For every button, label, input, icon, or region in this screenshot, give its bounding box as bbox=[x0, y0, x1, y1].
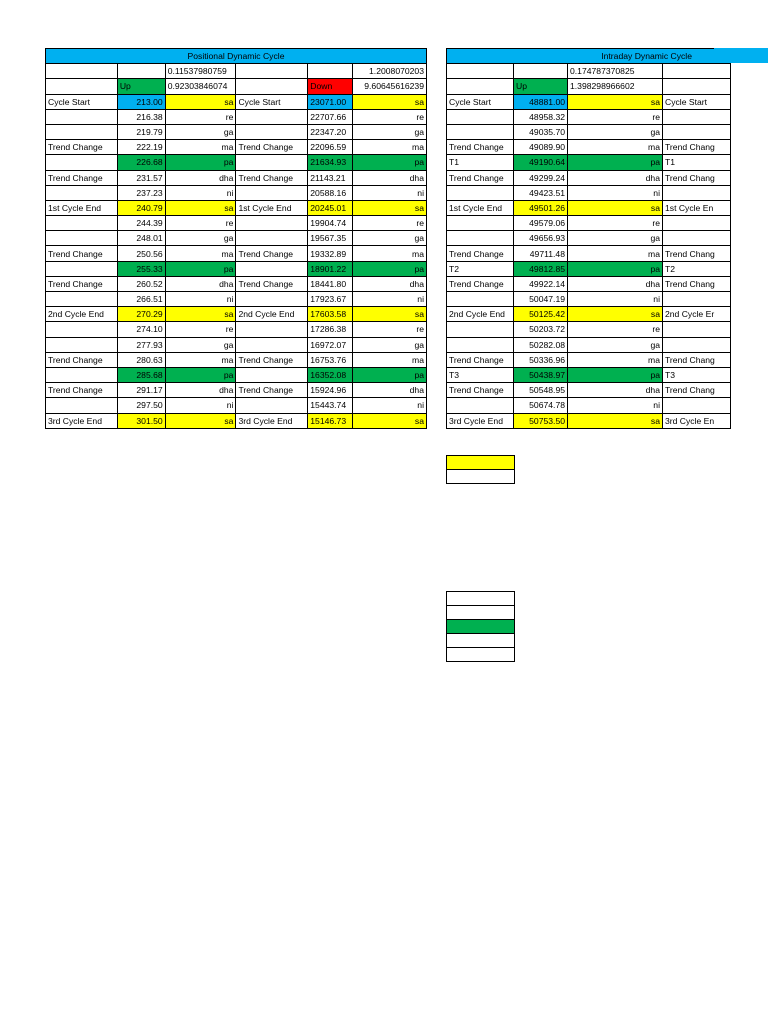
table-row bbox=[46, 94, 427, 109]
row-label-right[interactable]: Trend Change bbox=[236, 276, 308, 291]
table-row bbox=[46, 124, 427, 139]
row-label-right[interactable] bbox=[236, 398, 308, 413]
row-label-next[interactable]: Cycle Start bbox=[663, 94, 731, 109]
value-up[interactable]: 270.29 bbox=[117, 307, 165, 322]
value-down[interactable]: 17286.38 bbox=[308, 322, 353, 337]
row-label-left[interactable]: Cycle Start bbox=[46, 94, 118, 109]
note-down[interactable]: ma bbox=[353, 140, 427, 155]
value-up[interactable]: 277.93 bbox=[117, 337, 165, 352]
value-down[interactable]: 16352.08 bbox=[308, 367, 353, 382]
value-down[interactable]: 17923.67 bbox=[308, 292, 353, 307]
value[interactable]: 49656.93 bbox=[514, 231, 568, 246]
table-row bbox=[447, 185, 731, 200]
note[interactable]: dha bbox=[568, 276, 663, 291]
row-label-right[interactable] bbox=[236, 185, 308, 200]
intraday-table-viewport bbox=[446, 48, 715, 426]
note-up[interactable]: dha bbox=[165, 170, 236, 185]
note-up[interactable]: sa bbox=[165, 94, 236, 109]
row-label-next[interactable] bbox=[663, 292, 731, 307]
row-label-next[interactable] bbox=[663, 185, 731, 200]
value-down[interactable]: 23071.00 bbox=[308, 94, 353, 109]
value-down[interactable]: 17603.58 bbox=[308, 307, 353, 322]
row-label-next[interactable]: 3rd Cycle En bbox=[663, 413, 731, 428]
intraday-ratio-2[interactable]: 1.398298966602 bbox=[568, 79, 663, 94]
note[interactable]: ga bbox=[568, 124, 663, 139]
row-label[interactable] bbox=[447, 292, 514, 307]
yellow-cell[interactable] bbox=[447, 456, 515, 470]
row-label-next[interactable]: T3 bbox=[663, 367, 731, 382]
value-up[interactable]: 297.50 bbox=[117, 398, 165, 413]
value-up[interactable]: 248.01 bbox=[117, 231, 165, 246]
row-label-next[interactable]: Trend Chang bbox=[663, 276, 731, 291]
row-label-next[interactable]: Trend Chang bbox=[663, 352, 731, 367]
row-label[interactable]: Trend Change bbox=[447, 246, 514, 261]
positional-ratio-right-2[interactable]: 9.60645616239 bbox=[353, 79, 427, 94]
table-row bbox=[447, 398, 731, 413]
value-down[interactable]: 19567.35 bbox=[308, 231, 353, 246]
note[interactable]: ma bbox=[568, 246, 663, 261]
note[interactable]: ma bbox=[568, 352, 663, 367]
table-row bbox=[46, 337, 427, 352]
note-up[interactable]: ni bbox=[165, 292, 236, 307]
row-label-next[interactable] bbox=[663, 231, 731, 246]
note-up[interactable]: sa bbox=[165, 307, 236, 322]
note-down[interactable]: ni bbox=[353, 292, 427, 307]
note-up[interactable]: re bbox=[165, 109, 236, 124]
row-label-right[interactable]: Trend Change bbox=[236, 352, 308, 367]
note-down[interactable]: dha bbox=[353, 383, 427, 398]
row-label-left[interactable] bbox=[46, 109, 118, 124]
positional-up-label[interactable]: Up bbox=[117, 79, 165, 94]
empty-cell[interactable] bbox=[447, 606, 515, 620]
value-down[interactable]: 19904.74 bbox=[308, 216, 353, 231]
note-up[interactable]: re bbox=[165, 322, 236, 337]
table-row bbox=[447, 170, 731, 185]
note-down[interactable]: ma bbox=[353, 352, 427, 367]
value-up[interactable]: 213.00 bbox=[117, 94, 165, 109]
note-up[interactable]: ma bbox=[165, 352, 236, 367]
empty-cell[interactable] bbox=[447, 470, 515, 484]
row-label[interactable]: T1 bbox=[447, 155, 514, 170]
row-label-next[interactable]: Trend Chang bbox=[663, 383, 731, 398]
row-label-next[interactable]: Trend Chang bbox=[663, 170, 731, 185]
row-label[interactable] bbox=[447, 231, 514, 246]
note[interactable]: ga bbox=[568, 337, 663, 352]
row-label-next[interactable]: T1 bbox=[663, 155, 731, 170]
row-label[interactable]: Cycle Start bbox=[447, 94, 514, 109]
row-label-next[interactable] bbox=[663, 124, 731, 139]
row-label[interactable]: 2nd Cycle End bbox=[447, 307, 514, 322]
value[interactable]: 50674.78 bbox=[514, 398, 568, 413]
table-row bbox=[447, 383, 731, 398]
row-label-left[interactable]: Trend Change bbox=[46, 246, 118, 261]
value-up[interactable]: 266.51 bbox=[117, 292, 165, 307]
row-label-left[interactable] bbox=[46, 367, 118, 382]
row-label[interactable]: Trend Change bbox=[447, 383, 514, 398]
note-up[interactable]: ma bbox=[165, 246, 236, 261]
note[interactable]: re bbox=[568, 322, 663, 337]
table-row bbox=[447, 109, 731, 124]
row-label-right[interactable]: Trend Change bbox=[236, 246, 308, 261]
row-label-next[interactable]: Trend Chang bbox=[663, 246, 731, 261]
row-label-right[interactable] bbox=[236, 231, 308, 246]
value-up[interactable]: 301.50 bbox=[117, 413, 165, 428]
row-label-right[interactable]: 3rd Cycle End bbox=[236, 413, 308, 428]
value-up[interactable]: 226.68 bbox=[117, 155, 165, 170]
value-up[interactable]: 280.63 bbox=[117, 352, 165, 367]
note[interactable]: sa bbox=[568, 307, 663, 322]
row-label-next[interactable]: Trend Chang bbox=[663, 140, 731, 155]
value[interactable]: 49711.48 bbox=[514, 246, 568, 261]
note-down[interactable]: re bbox=[353, 216, 427, 231]
row-label-right[interactable] bbox=[236, 124, 308, 139]
note[interactable]: dha bbox=[568, 383, 663, 398]
note-down[interactable]: re bbox=[353, 109, 427, 124]
table-row bbox=[447, 94, 731, 109]
value-down[interactable]: 21634.93 bbox=[308, 155, 353, 170]
row-label[interactable] bbox=[447, 185, 514, 200]
row-label[interactable]: 1st Cycle End bbox=[447, 200, 514, 215]
note[interactable]: ma bbox=[568, 140, 663, 155]
row-label-left[interactable]: Trend Change bbox=[46, 276, 118, 291]
value-up[interactable]: 231.57 bbox=[117, 170, 165, 185]
green-cell-group bbox=[446, 591, 515, 662]
value-up[interactable]: 260.52 bbox=[117, 276, 165, 291]
note-up[interactable]: pa bbox=[165, 367, 236, 382]
row-label[interactable] bbox=[447, 124, 514, 139]
row-label-left[interactable]: 2nd Cycle End bbox=[46, 307, 118, 322]
value-up[interactable]: 250.56 bbox=[117, 246, 165, 261]
value-down[interactable]: 15443.74 bbox=[308, 398, 353, 413]
note-down[interactable]: pa bbox=[353, 155, 427, 170]
row-label-left[interactable] bbox=[46, 261, 118, 276]
row-label-left[interactable]: Trend Change bbox=[46, 383, 118, 398]
note[interactable]: sa bbox=[568, 94, 663, 109]
table-row bbox=[46, 155, 427, 170]
note-down[interactable]: ga bbox=[353, 231, 427, 246]
value[interactable]: 50438.97 bbox=[514, 367, 568, 382]
row-label-left[interactable]: Trend Change bbox=[46, 170, 118, 185]
note[interactable]: ga bbox=[568, 231, 663, 246]
table-row bbox=[447, 367, 731, 382]
positional-cycle-table bbox=[45, 48, 427, 429]
row-label-left[interactable] bbox=[46, 231, 118, 246]
note-up[interactable]: re bbox=[165, 216, 236, 231]
note-up[interactable]: sa bbox=[165, 200, 236, 215]
positional-ratio-left-1[interactable]: 0.11537980759 bbox=[165, 64, 236, 79]
empty-cell[interactable] bbox=[447, 592, 515, 606]
value-down[interactable]: 15146.73 bbox=[308, 413, 353, 428]
row-label-next[interactable] bbox=[663, 216, 731, 231]
table-row bbox=[46, 352, 427, 367]
note-down[interactable]: ga bbox=[353, 337, 427, 352]
value-down[interactable]: 22096.59 bbox=[308, 140, 353, 155]
note-down[interactable]: sa bbox=[353, 200, 427, 215]
table-row bbox=[46, 200, 427, 215]
value[interactable]: 49579.06 bbox=[514, 216, 568, 231]
note-up[interactable]: ni bbox=[165, 185, 236, 200]
row-label[interactable] bbox=[447, 109, 514, 124]
value-up[interactable]: 240.79 bbox=[117, 200, 165, 215]
intraday-ratio-1[interactable]: 0.174787370825 bbox=[568, 64, 663, 79]
value-down[interactable]: 16972.07 bbox=[308, 337, 353, 352]
table-row bbox=[46, 216, 427, 231]
table-row bbox=[447, 276, 731, 291]
row-label-right[interactable] bbox=[236, 109, 308, 124]
note-up[interactable]: dha bbox=[165, 276, 236, 291]
row-label[interactable]: 3rd Cycle End bbox=[447, 413, 514, 428]
positional-down-label[interactable]: Down bbox=[308, 79, 353, 94]
table-row bbox=[447, 155, 731, 170]
value-down[interactable]: 20588.16 bbox=[308, 185, 353, 200]
table-row bbox=[46, 185, 427, 200]
row-label-next[interactable] bbox=[663, 109, 731, 124]
table-row bbox=[447, 322, 731, 337]
row-label-right[interactable] bbox=[236, 367, 308, 382]
note-up[interactable]: pa bbox=[165, 155, 236, 170]
row-label-next[interactable]: 1st Cycle En bbox=[663, 200, 731, 215]
value-up[interactable]: 219.79 bbox=[117, 124, 165, 139]
note-down[interactable]: dha bbox=[353, 276, 427, 291]
table-row bbox=[447, 216, 731, 231]
empty-cell[interactable] bbox=[447, 634, 515, 648]
table-row bbox=[46, 276, 427, 291]
table-row bbox=[46, 383, 427, 398]
note-down[interactable]: ga bbox=[353, 124, 427, 139]
row-label-left[interactable] bbox=[46, 155, 118, 170]
value[interactable]: 50548.95 bbox=[514, 383, 568, 398]
value[interactable]: 49812.85 bbox=[514, 261, 568, 276]
green-cell[interactable] bbox=[447, 620, 515, 634]
row-label-left[interactable] bbox=[46, 216, 118, 231]
note[interactable]: ni bbox=[568, 185, 663, 200]
note[interactable]: pa bbox=[568, 261, 663, 276]
row-label-left[interactable] bbox=[46, 337, 118, 352]
row-label-right[interactable]: Cycle Start bbox=[236, 94, 308, 109]
row-label[interactable]: Trend Change bbox=[447, 170, 514, 185]
row-label-next[interactable]: 2nd Cycle Er bbox=[663, 307, 731, 322]
value-up[interactable]: 216.38 bbox=[117, 109, 165, 124]
table-row bbox=[447, 231, 731, 246]
value[interactable]: 50753.50 bbox=[514, 413, 568, 428]
positional-ratio-left-2[interactable]: 0.92303846074 bbox=[165, 79, 236, 94]
table-row bbox=[447, 140, 731, 155]
row-label-left[interactable]: 3rd Cycle End bbox=[46, 413, 118, 428]
value[interactable]: 49299.24 bbox=[514, 170, 568, 185]
row-label-next[interactable] bbox=[663, 337, 731, 352]
note-down[interactable]: pa bbox=[353, 261, 427, 276]
value-up[interactable]: 291.17 bbox=[117, 383, 165, 398]
value-down[interactable]: 22707.66 bbox=[308, 109, 353, 124]
value[interactable]: 49190.64 bbox=[514, 155, 568, 170]
table-row bbox=[46, 246, 427, 261]
note-up[interactable]: ga bbox=[165, 124, 236, 139]
table-row bbox=[46, 307, 427, 322]
note-up[interactable]: ni bbox=[165, 398, 236, 413]
table-row bbox=[46, 231, 427, 246]
header-fill-overflow bbox=[714, 48, 768, 63]
value-up[interactable]: 255.33 bbox=[117, 261, 165, 276]
value-down[interactable]: 19332.89 bbox=[308, 246, 353, 261]
note[interactable]: pa bbox=[568, 367, 663, 382]
row-label-next[interactable] bbox=[663, 398, 731, 413]
row-label[interactable]: T3 bbox=[447, 367, 514, 382]
note[interactable]: pa bbox=[568, 155, 663, 170]
note-down[interactable]: sa bbox=[353, 94, 427, 109]
note-down[interactable]: ma bbox=[353, 246, 427, 261]
table-row bbox=[447, 124, 731, 139]
note-down[interactable]: ni bbox=[353, 398, 427, 413]
row-label-left[interactable] bbox=[46, 185, 118, 200]
value-up[interactable]: 222.19 bbox=[117, 140, 165, 155]
row-label[interactable]: Trend Change bbox=[447, 276, 514, 291]
note-down[interactable]: pa bbox=[353, 367, 427, 382]
table-row bbox=[46, 261, 427, 276]
value[interactable]: 48958.32 bbox=[514, 109, 568, 124]
value-down[interactable]: 18441.80 bbox=[308, 276, 353, 291]
row-label-right[interactable] bbox=[236, 322, 308, 337]
value-up[interactable]: 285.68 bbox=[117, 367, 165, 382]
note[interactable]: ni bbox=[568, 292, 663, 307]
empty-cell[interactable] bbox=[447, 648, 515, 662]
value-up[interactable]: 237.23 bbox=[117, 185, 165, 200]
yellow-cell-group bbox=[446, 455, 515, 484]
table-row bbox=[447, 292, 731, 307]
value-down[interactable]: 20245.01 bbox=[308, 200, 353, 215]
row-label[interactable]: Trend Change bbox=[447, 140, 514, 155]
table-row bbox=[447, 352, 731, 367]
value-down[interactable]: 18901.22 bbox=[308, 261, 353, 276]
table-row bbox=[447, 337, 731, 352]
intraday-up-label[interactable]: Up bbox=[514, 79, 568, 94]
table-row bbox=[46, 413, 427, 428]
row-label-right[interactable] bbox=[236, 261, 308, 276]
note[interactable]: sa bbox=[568, 200, 663, 215]
row-label-right[interactable] bbox=[236, 216, 308, 231]
value-down[interactable]: 15924.96 bbox=[308, 383, 353, 398]
table-row bbox=[46, 109, 427, 124]
value-up[interactable]: 244.39 bbox=[117, 216, 165, 231]
value[interactable]: 48881.00 bbox=[514, 94, 568, 109]
value[interactable]: 49501.26 bbox=[514, 200, 568, 215]
table-row bbox=[447, 246, 731, 261]
note-down[interactable]: re bbox=[353, 322, 427, 337]
intraday-cycle-table bbox=[446, 48, 731, 429]
row-label[interactable] bbox=[447, 322, 514, 337]
row-label-left[interactable]: Trend Change bbox=[46, 140, 118, 155]
row-label-left[interactable] bbox=[46, 124, 118, 139]
row-label-left[interactable] bbox=[46, 322, 118, 337]
note[interactable]: re bbox=[568, 109, 663, 124]
value[interactable]: 49089.90 bbox=[514, 140, 568, 155]
note-up[interactable]: sa bbox=[165, 413, 236, 428]
intraday-title[interactable]: Intraday Dynamic Cycle bbox=[447, 49, 731, 64]
row-label-left[interactable] bbox=[46, 398, 118, 413]
note-up[interactable]: pa bbox=[165, 261, 236, 276]
note-up[interactable]: ma bbox=[165, 140, 236, 155]
value-down[interactable]: 21143.21 bbox=[308, 170, 353, 185]
value[interactable]: 49423.51 bbox=[514, 185, 568, 200]
row-label[interactable] bbox=[447, 337, 514, 352]
row-label-right[interactable]: Trend Change bbox=[236, 170, 308, 185]
row-label-right[interactable]: 1st Cycle End bbox=[236, 200, 308, 215]
note[interactable]: dha bbox=[568, 170, 663, 185]
value-down[interactable]: 16753.76 bbox=[308, 352, 353, 367]
note[interactable]: sa bbox=[568, 413, 663, 428]
row-label[interactable] bbox=[447, 216, 514, 231]
note-down[interactable]: sa bbox=[353, 413, 427, 428]
table-row bbox=[447, 307, 731, 322]
row-label[interactable]: T2 bbox=[447, 261, 514, 276]
table-row bbox=[447, 200, 731, 215]
value[interactable]: 50282.08 bbox=[514, 337, 568, 352]
value-down[interactable]: 22347.20 bbox=[308, 124, 353, 139]
row-label-left[interactable]: Trend Change bbox=[46, 352, 118, 367]
note-down[interactable]: dha bbox=[353, 170, 427, 185]
note-up[interactable]: ga bbox=[165, 337, 236, 352]
positional-title[interactable]: Positional Dynamic Cycle bbox=[46, 49, 427, 64]
value[interactable]: 50203.72 bbox=[514, 322, 568, 337]
note-up[interactable]: ga bbox=[165, 231, 236, 246]
value[interactable]: 50336.96 bbox=[514, 352, 568, 367]
row-label-next[interactable] bbox=[663, 322, 731, 337]
note[interactable]: re bbox=[568, 216, 663, 231]
table-row bbox=[46, 367, 427, 382]
value[interactable]: 49922.14 bbox=[514, 276, 568, 291]
value[interactable]: 50125.42 bbox=[514, 307, 568, 322]
row-label-left[interactable] bbox=[46, 292, 118, 307]
value[interactable]: 50047.19 bbox=[514, 292, 568, 307]
note-down[interactable]: ni bbox=[353, 185, 427, 200]
row-label-right[interactable]: Trend Change bbox=[236, 140, 308, 155]
row-label-left[interactable]: 1st Cycle End bbox=[46, 200, 118, 215]
row-label-right[interactable]: Trend Change bbox=[236, 383, 308, 398]
note-down[interactable]: sa bbox=[353, 307, 427, 322]
row-label-next[interactable]: T2 bbox=[663, 261, 731, 276]
table-row bbox=[46, 292, 427, 307]
row-label-right[interactable] bbox=[236, 337, 308, 352]
row-label-right[interactable] bbox=[236, 292, 308, 307]
row-label-right[interactable]: 2nd Cycle End bbox=[236, 307, 308, 322]
row-label-right[interactable] bbox=[236, 155, 308, 170]
table-row bbox=[447, 413, 731, 428]
table-row bbox=[46, 322, 427, 337]
row-label[interactable]: Trend Change bbox=[447, 352, 514, 367]
table-row bbox=[46, 170, 427, 185]
value-up[interactable]: 274.10 bbox=[117, 322, 165, 337]
table-row bbox=[447, 261, 731, 276]
value[interactable]: 49035.70 bbox=[514, 124, 568, 139]
note-up[interactable]: dha bbox=[165, 383, 236, 398]
table-row bbox=[46, 140, 427, 155]
positional-ratio-right-1[interactable]: 1.2008070203 bbox=[353, 64, 427, 79]
table-row bbox=[46, 398, 427, 413]
note[interactable]: ni bbox=[568, 398, 663, 413]
row-label[interactable] bbox=[447, 398, 514, 413]
